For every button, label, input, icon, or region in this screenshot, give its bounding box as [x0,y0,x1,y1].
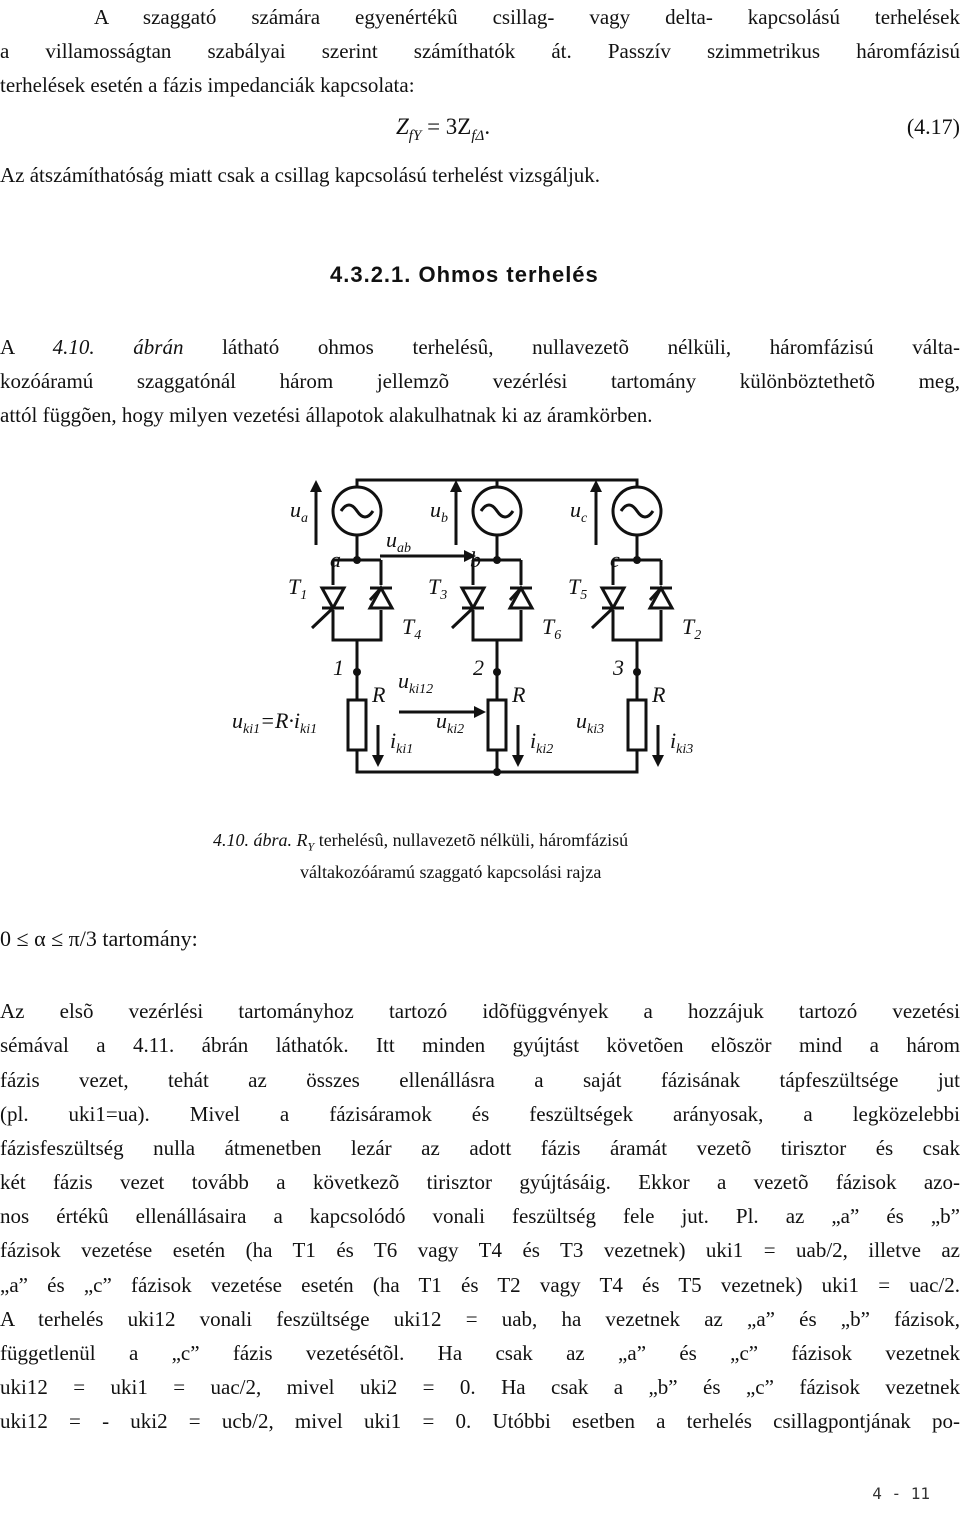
figure-caption-line-1 [213,830,628,855]
label-uki1-eq: $u_{ki1}=R\cdot i_{ki1}$ [232,708,318,737]
intro-after: Az átszámíthatóság miatt csak a csillag kapcsolású terhelést vizsgáljuk. [0,163,601,187]
caption-sub: Y [307,839,315,854]
label-uc: $u_c$ [570,497,588,526]
label-T2: $T_2$ [682,614,702,643]
para2-line-11: függetlenül a „c” fázis vezetésétõl. Ha csak az „a” és „c” fázisok vezetnek [0,1341,960,1365]
label-uab: $u_{ab}$ [386,527,411,556]
node-c: c [610,547,620,572]
para2-line-3: fázis vezet, tehát az összes ellenállásra a saját fázisának tápfeszültsége jut [0,1068,960,1092]
para2-line-4: (pl. uki1=ua). Mivel a fázisáramok és feszültségek arányosak, a legközelebbi [0,1102,960,1126]
label-T6: $T_6$ [542,614,562,643]
section-heading: 4.3.2.1. Ohmos terhelés [330,262,599,287]
label-T3: $T_3$ [428,574,448,603]
range-label: 0 ≤ α ≤ π/3 tartomány: [0,926,198,951]
para2-line-13: uki12 = - uki2 = ucb/2, mivel uki1 = 0. Utóbbi esetben a terhelés csillagpontjának po- [0,1409,960,1433]
label-uki2: $u_{ki2}$ [436,708,465,737]
resistor-3 [628,700,646,750]
caption-prefix: 4.10. ábra. R [213,830,308,850]
para2-line-2: sémával a 4.11. ábrán láthatók. Itt minden gyújtást követõen elõször mind a három [0,1033,960,1057]
resistor-1 [348,700,366,750]
node-a: a [330,547,341,572]
label-R1: R [372,682,386,707]
caption-line1: terhelésû, nullavezetõ nélküli, háromfázisú [314,830,629,850]
para2-line-12: uki12 = uki1 = uac/2, mivel uki2 = 0. Ha csak a „b” és „c” fázisok vezetnek [0,1375,960,1399]
para2-line-7: nos értékû ellenállásaira a kapcsolódó vonali feszültség fele jut. Pl. az „a” és „b” [0,1204,960,1228]
intro-line-3: terhelések esetén a fázis impedanciák kapcsolata: [0,73,415,97]
para2-line-8: fázisok vezetése esetén (ha T1 és T6 vagy T4 és T3 vezetnek) uki1 = uab/2, illetve az [0,1238,960,1262]
label-R2: R [512,682,526,707]
label-iki2: $i_{ki2}$ [530,728,554,757]
intro-line-2: a villamosságtan szabályai szerint számíthatók át. Passzív szimmetrikus háromfázisú [0,39,960,63]
label-R3: R [652,682,666,707]
label-ua: $u_a$ [290,497,308,526]
para2-line-10: A terhelés uki12 vonali feszültsége uki12 = uab, ha vezetnek az „a” és „b” fázisok, [0,1307,960,1331]
label-T5: $T_5$ [568,574,588,603]
para2-line-1: Az elsõ vezérlési tartományhoz tartozó idõfüggvények a hozzájuk tartozó vezetési [0,999,960,1023]
label-iki3: $i_{ki3}$ [670,728,694,757]
load-node-2: 2 [473,655,484,680]
resistor-2 [488,700,506,750]
eq-rhs-sub: fΔ [471,127,485,144]
node-b: b [470,547,481,572]
para1-l1b: látható ohmos terhelésû, nullavezetõ nélküli, háromfázisú válta- [183,335,960,359]
label-iki1: $i_{ki1}$ [390,728,414,757]
para2-line-6: két fázis vezet tovább a következõ tirisztor gyújtásáig. Ekkor a vezetõ fázisok azo- [0,1170,960,1194]
eq-lhs: Z [396,114,409,139]
para1-l1a: A [0,335,53,359]
para2-line-5: fázisfeszültség nulla átmenetben lezár az adott fázis áramát vezetõ tirisztor és csak [0,1136,960,1160]
label-uki12: $u_{ki12}$ [398,668,434,697]
para1-line-2: kozóáramú szaggatónál három jellemzõ vezérlési tartomány különböztethetõ meg, [0,369,960,393]
para2-line-9: „a” és „c” fázisok vezetése esetén (ha T1 és T2 vagy T4 és T5 vezetnek) uki1 = uac/2. [0,1273,960,1297]
eq-mid: = 3Z [421,114,472,139]
label-T4: $T_4$ [402,614,422,643]
eq-end: . [484,114,491,139]
label-T1: $T_1$ [288,574,308,603]
figure-ref: 4.10. ábrán [52,335,184,359]
page-number: 4 - 11 [872,1484,930,1503]
eq-lhs-sub: fY [408,127,422,144]
equation-number: (4.17) [906,114,960,139]
label-uki3: $u_{ki3}$ [576,708,605,737]
label-ub: $u_b$ [430,497,448,526]
load-node-3: 3 [613,655,624,680]
para1-line-3: attól függõen, hogy milyen vezetési állapotok alakulhatnak ki az áramkörben. [0,403,653,427]
load-node-1: 1 [333,655,344,680]
figure-caption-line-2: váltakozóáramú szaggató kapcsolási rajza [300,862,602,882]
intro-line-1: A szaggató számára egyenértékû csillag- vagy delta- kapcsolású terhelések [94,5,960,29]
